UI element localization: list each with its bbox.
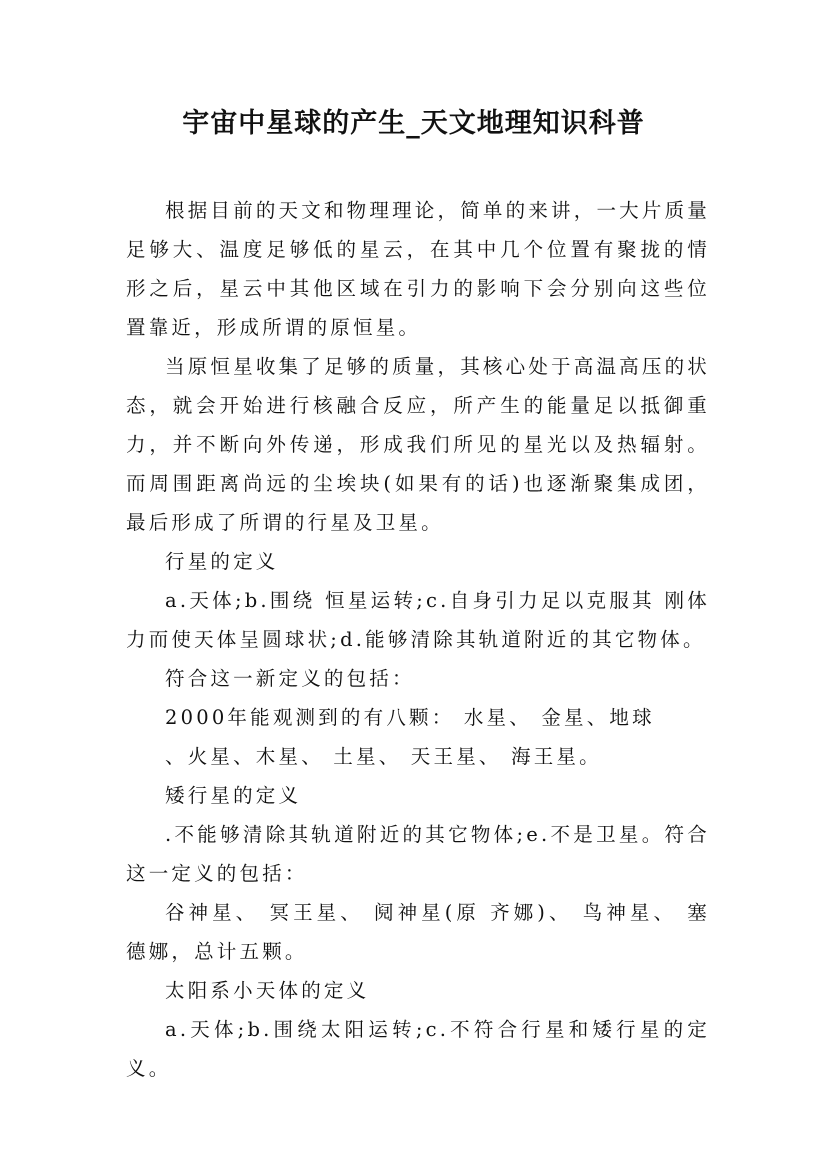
- document-title: 宇宙中星球的产生_天文地理知识科普: [182, 108, 645, 139]
- paragraph-dwarf-planet-criteria: .不能够清除其轨道附近的其它物体;e.不是卫星。符合这一定义的包括：: [126, 823, 710, 885]
- paragraph-eight-planets-line1: 2000年能观测到的有八颗： 水星、 金星、地球: [165, 706, 655, 729]
- paragraph-protostar-fusion: 当原恒星收集了足够的质量，其核心处于高温高压的状态，就会开始进行核融合反应，所产生的能量足以抵御重力，并不断向外传递，形成我们所见的星光以及热辐射。而周围距离尚远的尘埃块(如果有的话)也逐渐聚集成团，最后形成了所谓的行星及卫星。: [126, 355, 710, 534]
- paragraph-nebula-theory: 根据目前的天文和物理理论，简单的来讲，一大片质量足够大、温度足够低的星云，在其中几个位置有聚拢的情形之后，星云中其他区域在引力的影响下会分别向这些位置靠近，形成所谓的原恒星。: [126, 199, 710, 339]
- paragraph-eight-planets-line2: 、火星、木星、 土星、 天王星、 海王星。: [165, 745, 602, 768]
- heading-small-body-definition: 太阳系小天体的定义: [165, 979, 370, 1002]
- paragraph-small-body-criteria: a.天体;b.围绕太阳运转;c.不符合行星和矮行星的定义。: [126, 1018, 710, 1080]
- paragraph-planet-criteria: a.天体;b.围绕 恒星运转;c.自身引力足以克服其 刚体力而使天体呈圆球状;d.能够清除其轨道附近的其它物体。: [126, 589, 710, 651]
- paragraph-planet-includes: 符合这一新定义的包括：: [165, 667, 415, 690]
- heading-planet-definition: 行星的定义: [165, 550, 279, 573]
- heading-dwarf-planet-definition: 矮行星的定义: [165, 784, 302, 807]
- paragraph-dwarf-planets-list: 谷神星、 冥王星、 阋神星(原 齐娜)、 鸟神星、 塞德娜，总计五颗。: [126, 901, 710, 963]
- document-body: [126, 191, 710, 1088]
